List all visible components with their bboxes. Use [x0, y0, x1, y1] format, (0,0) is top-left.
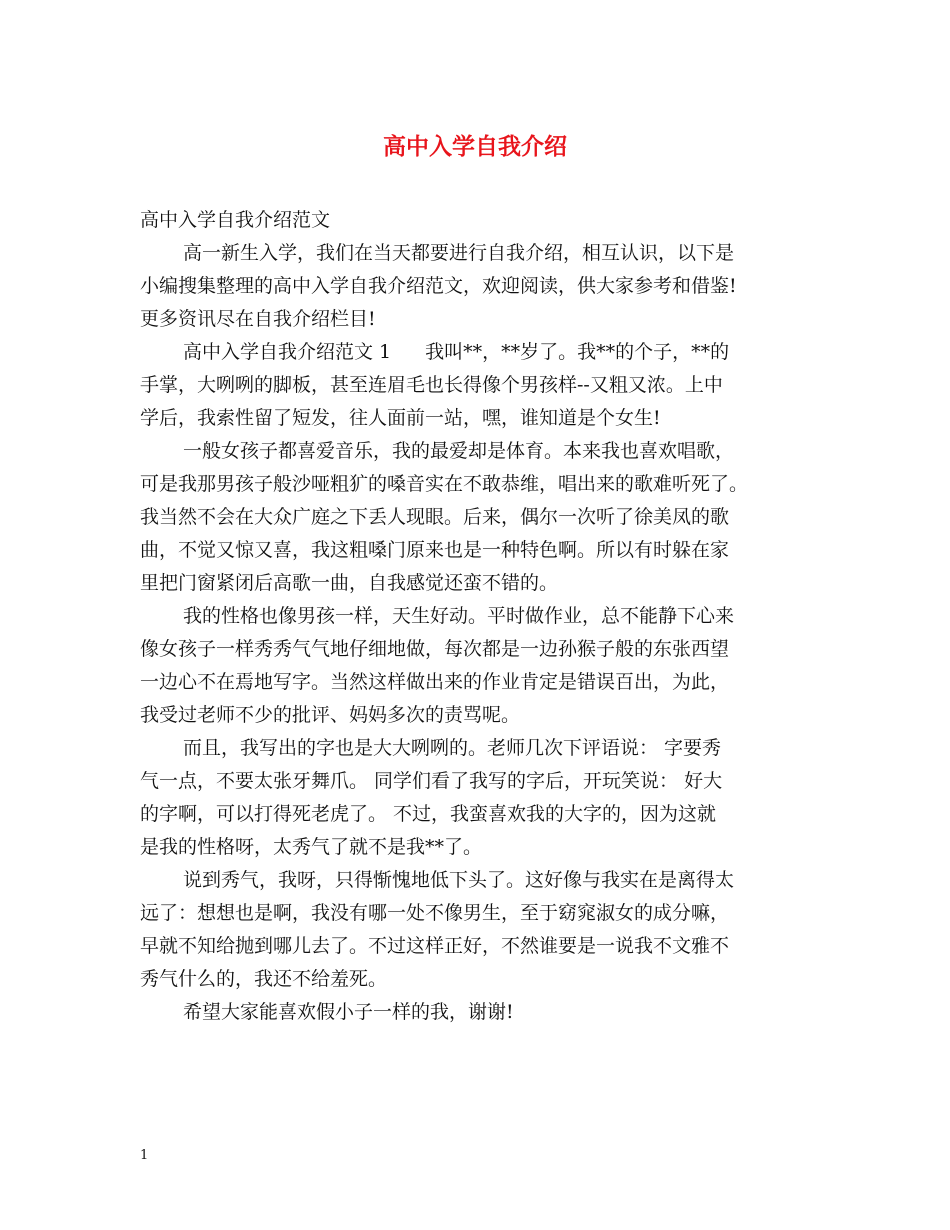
paragraph-line: 我受过老师不少的批评、妈妈多次的责骂呢。	[140, 704, 521, 726]
paragraph-lead: 我叫**，**岁了。我**的个子，**的	[425, 341, 730, 363]
paragraph-line: 说到秀气，我呀，只得惭愧地低下头了。这好像与我实在是离得太	[183, 869, 735, 891]
paragraph-line: 像女孩子一样秀秀气气地仔细地做，每次都是一边孙猴子般的东张西望	[140, 638, 730, 660]
paragraph-closing	[140, 996, 830, 1029]
paragraph-line: 里把门窗紧闭后高歌一曲，自我感觉还蛮不错的。	[140, 572, 559, 594]
paragraph-line: 我当然不会在大众广庭之下丢人现眼。后来，偶尔一次听了徐美凤的歌	[140, 506, 730, 528]
paragraph-intro	[140, 237, 830, 336]
paragraph-personality	[140, 600, 830, 732]
paragraph-line: 是我的性格呀，太秀气了就不是我**了。	[140, 836, 483, 858]
paragraph-sample-1	[140, 336, 830, 435]
paragraph-music	[140, 435, 830, 600]
document-title: 高中入学自我介绍	[383, 133, 567, 160]
paragraph-line: 而且，我写出的字也是大大咧咧的。老师几次下评语说： 字要秀	[183, 737, 722, 759]
paragraph-line: 学后，我索性留了短发，往人面前一站，嘿，谁知道是个女生!	[140, 407, 661, 429]
paragraph-handwriting	[140, 732, 830, 864]
paragraph-line: 手掌，大咧咧的脚板，甚至连眉毛也长得像个男孩样--又粗又浓。上中	[140, 374, 723, 396]
paragraph-line: 曲，不觉又惊又喜，我这粗嗓门原来也是一种特色啊。所以有时躲在家	[140, 539, 730, 561]
paragraph-line: 我的性格也像男孩一样，天生好动。平时做作业，总不能静下心来	[183, 605, 735, 627]
paragraph-first-line	[140, 336, 830, 369]
document-body	[140, 204, 830, 1029]
paragraph-line: 小编搜集整理的高中入学自我介绍范文，欢迎阅读，供大家参考和借鉴!	[140, 275, 737, 297]
paragraph-line: 希望大家能喜欢假小子一样的我，谢谢!	[183, 1001, 514, 1023]
paragraph-elegance	[140, 864, 830, 996]
sample-heading: 高中入学自我介绍范文 1	[183, 341, 392, 363]
paragraph-line: 远了：想想也是啊，我没有哪一处不像男生，至于窈窕淑女的成分嘛，	[140, 902, 730, 924]
paragraph-line: 可是我那男孩子般沙哑粗犷的嗓音实在不敢恭维，唱出来的歌难听死了。	[140, 473, 749, 495]
page-number: 1	[140, 1148, 149, 1163]
paragraph-line: 一边心不在焉地写字。当然这样做出来的作业肯定是错误百出，为此，	[140, 671, 730, 693]
paragraph-line: 早就不知给抛到哪儿去了。不过这样正好，不然谁要是一说我不文雅不	[140, 935, 730, 957]
paragraph-line: 一般女孩子都喜爱音乐，我的最爱却是体育。本来我也喜欢唱歌，	[183, 440, 735, 462]
paragraph-line: 的字啊，可以打得死老虎了。 不过，我蛮喜欢我的大字的，因为这就	[140, 803, 717, 825]
document-subtitle: 高中入学自我介绍范文	[140, 209, 331, 231]
paragraph-line: 高一新生入学，我们在当天都要进行自我介绍，相互认识，以下是	[183, 242, 735, 264]
paragraph-line: 秀气什么的，我还不给羞死。	[140, 968, 388, 990]
paragraph-line: 气一点，不要太张牙舞爪。 同学们看了我写的字后，开玩笑说： 好大	[140, 770, 723, 792]
paragraph-line: 更多资讯尽在自我介绍栏目!	[140, 308, 376, 330]
